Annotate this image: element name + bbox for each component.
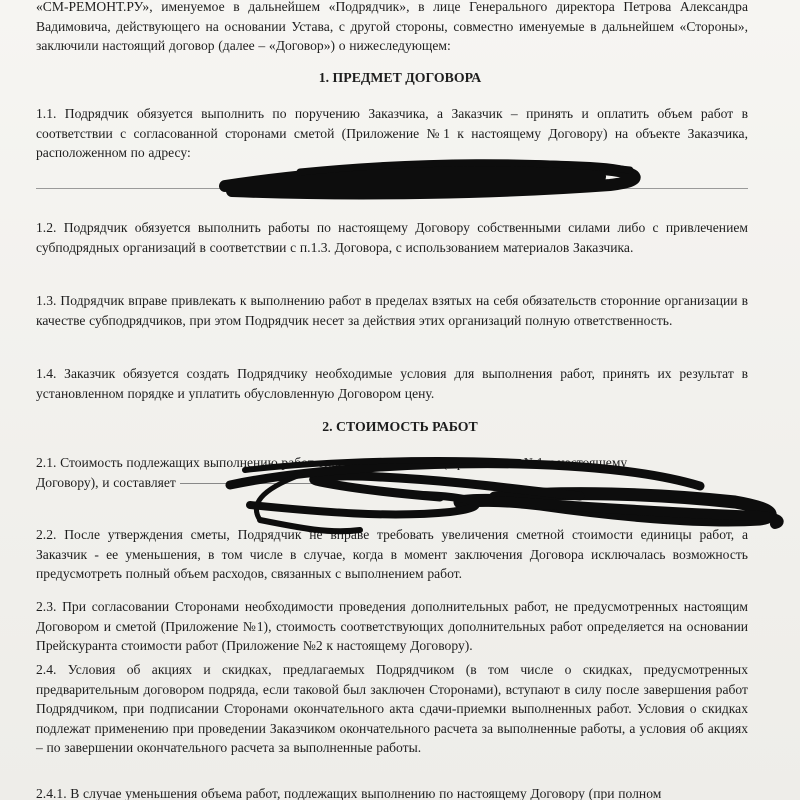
address-redaction-mark — [225, 166, 635, 193]
clause-2-1-amount-label: Договору), и составляет — [36, 474, 176, 490]
address-blank-line — [36, 188, 748, 189]
intro-paragraph: «СМ-РЕМОНТ.РУ», именуемое в дальнейшем «Подрядчик», в лице Генерального директора Петрова Александра Вадимовича, действующего на основании Устава, с другой стороны, совместно именуемые в дальнейшем «Стороны», заключили настоящий договор (далее – «Договор») о нижеследующем: — [36, 0, 748, 53]
clause-2-3: 2.3. При согласовании Сторонами необходимости проведения дополнительных работ, не предусмотренных настоящим Договором и сметой (Приложение №1), стоимость соответствующих дополнительных работ определяется на основании Прейскуранта стоимости работ (Приложение №2 к настоящему Договору). — [36, 599, 748, 653]
section-2-heading: 2. СТОИМОСТЬ РАБОТ — [322, 419, 478, 434]
clause-2-4: 2.4. Условия об акциях и скидках, предлагаемых Подрядчиком (в том числе о скидках, предусмотренных предварительным договором подряда, если таковой был заключен Сторонами), вступают в силу после завершения работ Подрядчиком, при подписании Сторонами окончательного акта сдачи-приемки выполненных работ. Условия о скидках подлежат применению при проведении Заказчиком окончательного расчета за выполненные работы, а условия об акциях – по завершении окончательного расчета за выполненные работы. — [36, 662, 748, 755]
clause-2-2: 2.2. После утверждения сметы, Подрядчик не вправе требовать увеличения сметной стоимости единицы работ, а Заказчик - ее уменьшения, в том числе в случае, когда в момент заключения Договора исключалась возможность предусмотреть полный объем расходов, связанных с выполнением работ. — [36, 527, 748, 581]
clause-1-3: 1.3. Подрядчик вправе привлекать к выполнению работ в пределах взятых на себя обязательств сторонние организации в качестве субподрядчиков, при этом Подрядчик несет за действия этих организаций полную ответственность. — [36, 293, 748, 328]
clause-1-1: 1.1. Подрядчик обязуется выполнить по поручению Заказчика, а Заказчик – принять и оплатить объем работ в соответствии с согласованной сторонами сметой (Приложение №1 к настоящему Договору) на объекте Заказчика, расположенном по адресу: — [36, 106, 748, 160]
clause-2-1 — [36, 453, 748, 492]
clause-1-4: 1.4. Заказчик обязуется создать Подрядчику необходимые условия для выполнения работ, принять их результат в установленном порядке и уплатить обусловленную Договором цену. — [36, 366, 748, 401]
clause-2-4-1: 2.4.1. В случае уменьшения объема работ, подлежащих выполнению по настоящему Договору (при полном — [36, 786, 662, 800]
clause-2-1-line-2 — [36, 473, 748, 493]
clause-1-2: 1.2. Подрядчик обязуется выполнить работы по настоящему Договору собственными силами либо с привлечением субподрядных организаций в соответствии с п.1.3. Договора, с использованием материалов Заказчика. — [36, 220, 748, 255]
amount-blank-line — [180, 483, 340, 484]
amount-redaction-mark — [460, 494, 770, 520]
section-1-heading: 1. ПРЕДМЕТ ДОГОВОРА — [318, 70, 482, 85]
clause-2-1-line-1: 2.1. Стоимость подлежащих выполнению работ определяется сметой (Приложение №1 к настоящему — [36, 455, 628, 470]
